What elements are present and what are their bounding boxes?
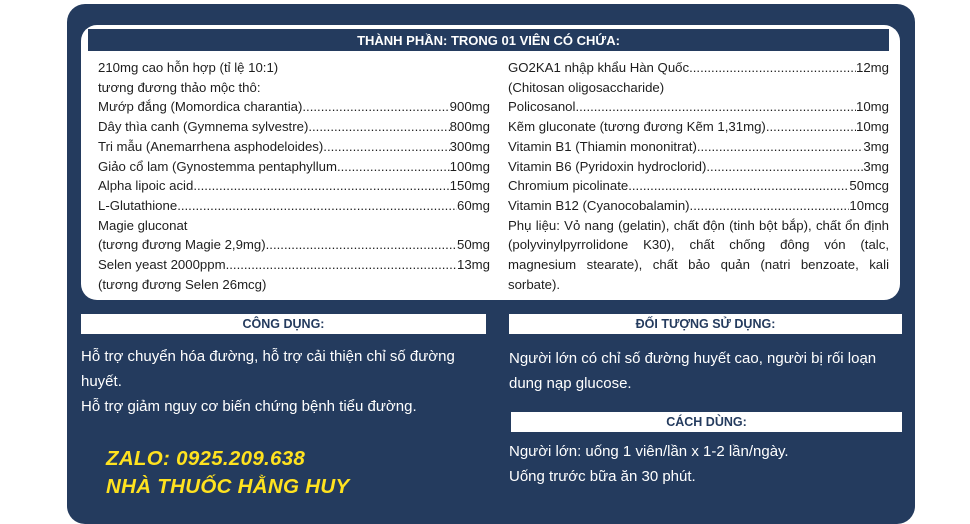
target-header: ĐỐI TƯỢNG SỬ DỤNG: — [509, 314, 902, 334]
leader-dots — [628, 176, 849, 196]
ingredient-row — [98, 157, 490, 177]
ingredient-amount: 900mg — [449, 99, 490, 115]
ingredient-name: Giảo cổ lam (Gynostemma pentaphyllum — [98, 158, 337, 174]
leader-dots — [177, 196, 457, 216]
ingredient-amount: 13mg — [457, 257, 490, 273]
excipients-text: Phụ liệu: Vỏ nang (gelatin), chất độn (tinh bột bắp), chất ổn định (polyvinylpyrrolidone K30), chất chống đông vón (talc, magnesium stearate), chất bảo quản (natri benzoate, kali sorbate). — [508, 217, 889, 292]
ingredient-name: Alpha lipoic acid — [98, 178, 194, 194]
leader-dots — [193, 176, 449, 196]
ingredient-row — [98, 196, 490, 216]
ingredient-name: Dây thìa canh (Gymnema sylvestre) — [98, 119, 309, 135]
ingredient-amount: 10mcg — [849, 197, 889, 213]
usage-text — [509, 439, 905, 489]
extract-intro-line-1: 210mg cao hỗn hợp (tỉ lệ 10:1) — [98, 60, 279, 75]
leader-dots — [690, 196, 850, 216]
usage-header: CÁCH DÙNG: — [511, 412, 902, 432]
uses-line-2: Hỗ trợ giảm nguy cơ biến chứng bệnh tiểu đường. — [81, 398, 417, 415]
ingredient-amount: 10mg — [856, 119, 889, 135]
ingredient-name: Mướp đắng (Momordica charantia) — [98, 99, 303, 115]
ingredient-amount: 300mg — [449, 138, 490, 154]
leader-dots — [226, 255, 457, 275]
ingredient-row-go2ka1 — [508, 58, 889, 78]
usage-line-2: Uống trước bữa ăn 30 phút. — [509, 468, 696, 485]
pharmacy-name: NHÀ THUỐC HẰNG HUY — [106, 475, 350, 498]
uses-text — [81, 344, 487, 419]
ingredient-row — [98, 117, 490, 137]
leader-dots — [266, 235, 457, 255]
ingredient-amount: 150mg — [449, 178, 490, 194]
ingredient-name: Chromium picolinate — [508, 178, 629, 194]
usage-line-1: Người lớn: uống 1 viên/lần x 1-2 lần/ngày. — [509, 443, 789, 460]
ingredient-name: Kẽm gluconate (tương đương Kẽm 1,31mg) — [508, 119, 766, 135]
zalo-phone: ZALO: 0925.209.638 — [106, 447, 306, 470]
selen-equivalent: (tương đương Selen 26mcg) — [98, 276, 267, 292]
ingredient-amount: 3mg — [863, 158, 889, 174]
uses-header: CÔNG DỤNG: — [81, 314, 486, 334]
leader-dots — [323, 137, 449, 157]
leader-dots — [706, 157, 863, 177]
ingredient-name: GO2KA1 nhập khẩu Hàn Quốc — [508, 60, 690, 75]
uses-line-1: Hỗ trợ chuyển hóa đường, hỗ trợ cải thiện chỉ số đường huyết. — [81, 348, 455, 390]
target-text: Người lớn có chỉ số đường huyết cao, người bị rối loạn dung nạp glucose. — [509, 350, 877, 392]
ingredient-amount: 3mg — [863, 138, 889, 154]
leader-dots — [575, 97, 856, 117]
ingredient-name: Tri mẫu (Anemarrhena asphodeloides) — [98, 138, 324, 154]
leader-dots — [766, 117, 856, 137]
ingredient-name: Selen yeast 2000ppm — [98, 257, 226, 273]
leader-dots — [308, 117, 449, 137]
ingredients-header: THÀNH PHẦN: TRONG 01 VIÊN CÓ CHỨA: — [88, 29, 889, 51]
ingredient-row-magie — [98, 235, 490, 255]
ingredient-row — [98, 176, 490, 196]
ingredient-row — [508, 176, 889, 196]
ingredient-amount: 100mg — [449, 158, 490, 174]
ingredient-row — [98, 137, 490, 157]
ingredient-row-selen — [98, 255, 490, 275]
extract-intro-line-2: tương đương thảo mộc thô: — [98, 79, 261, 95]
leader-dots — [337, 157, 450, 177]
ingredients-right-column — [508, 58, 889, 294]
go2ka1-note: (Chitosan oligosaccharide) — [508, 79, 665, 95]
ingredient-row — [508, 196, 889, 216]
ingredient-name: Vitamin B6 (Pyridoxin hydroclorid) — [508, 158, 707, 174]
ingredient-amount: 12mg — [856, 60, 889, 75]
ingredient-row — [508, 117, 889, 137]
ingredient-row — [508, 97, 889, 117]
ingredient-name: Vitamin B12 (Cyanocobalamin) — [508, 197, 690, 213]
ingredient-name: Vitamin B1 (Thiamin mononitrat) — [508, 138, 697, 154]
ingredient-amount: 60mg — [457, 197, 490, 213]
ingredient-amount: 50mg — [457, 237, 490, 253]
ingredient-name: L-Glutathione — [98, 197, 178, 213]
ingredient-amount: 800mg — [449, 119, 490, 135]
leader-dots — [697, 137, 863, 157]
ingredients-left-column — [98, 58, 490, 294]
ingredient-row — [98, 97, 490, 117]
leader-dots — [302, 97, 449, 117]
ingredient-amount: 10mg — [856, 99, 889, 115]
ingredient-amount: 50mcg — [849, 178, 889, 194]
ingredient-name: Policosanol — [508, 99, 576, 115]
ingredient-row — [508, 137, 889, 157]
magie-label: Magie gluconat — [98, 217, 188, 233]
leader-dots — [689, 58, 856, 78]
ingredient-name: (tương đương Magie 2,9mg) — [98, 237, 266, 253]
ingredient-row — [508, 157, 889, 177]
